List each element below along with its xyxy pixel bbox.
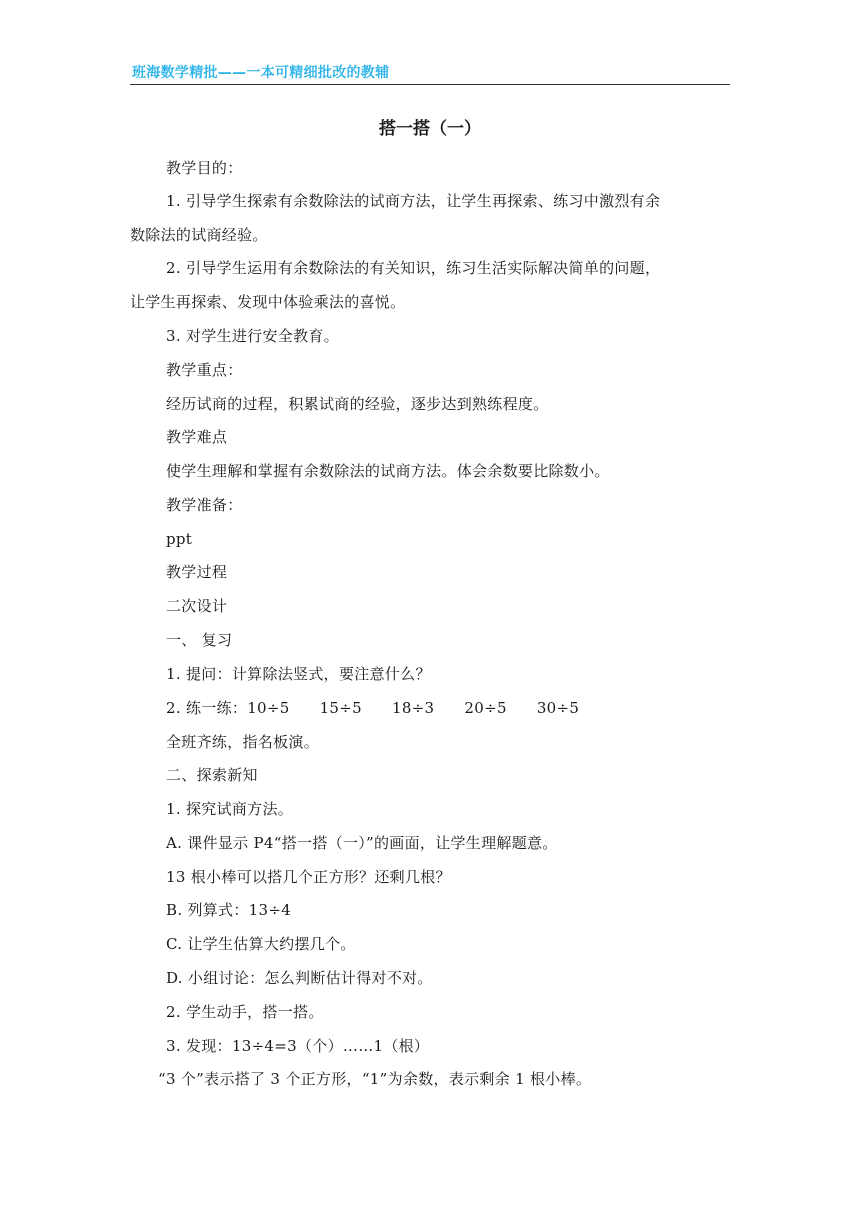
text-line: 教学准备： <box>166 496 243 514</box>
text-line: 3. 对学生进行安全教育。 <box>166 327 339 345</box>
text-line: 使学生理解和掌握有余数除法的试商方法。体会余数要比除数小。 <box>166 462 610 480</box>
page-title: 搭一搭（一） <box>379 119 481 139</box>
text-line: 2. 学生动手，搭一搭。 <box>166 1003 324 1021</box>
header-brand-text: 班海数学精批——一本可精细批改的教辅 <box>132 65 390 81</box>
text-line: 教学目的： <box>166 159 243 177</box>
text-line: “3 个”表示搭了 3 个正方形，“1”为余数，表示剩余 1 根小棒。 <box>158 1070 592 1088</box>
practice-label: 2. 练一练： <box>166 699 248 717</box>
practice-item: 18÷3 <box>392 699 435 717</box>
text-line: 数除法的试商经验。 <box>130 226 268 244</box>
text-line: 全班齐练，指名板演。 <box>166 733 320 751</box>
text-line: 1. 探究试商方法。 <box>166 800 294 818</box>
page-header <box>130 58 730 85</box>
text-line: 3. 发现：13÷4=3（个）……1（根） <box>166 1037 430 1055</box>
practice-item: 10÷5 <box>247 699 290 717</box>
text-line: D. 小组讨论：怎么判断估计得对不对。 <box>166 969 433 987</box>
text-line: 让学生再探索、发现中体验乘法的喜悦。 <box>130 293 406 311</box>
practice-line <box>166 698 579 718</box>
text-line: 二次设计 <box>166 597 228 615</box>
practice-item: 20÷5 <box>464 699 507 717</box>
text-line: 1. 提问：计算除法竖式，要注意什么？ <box>166 665 431 683</box>
text-line: 二、探索新知 <box>166 766 258 784</box>
text-line: ppt <box>166 530 193 548</box>
text-line: C. 让学生估算大约摆几个。 <box>166 935 356 953</box>
text-line: 一、 复习 <box>166 631 233 649</box>
text-line: B. 列算式：13÷4 <box>166 901 292 919</box>
text-line: 1. 引导学生探索有余数除法的试商方法，让学生再探索、练习中激烈有余 <box>166 192 661 210</box>
text-line: 教学难点 <box>166 428 228 446</box>
practice-item: 30÷5 <box>536 699 580 717</box>
text-line: A. 课件显示 P4“搭一搭（一）”的画面，让学生理解题意。 <box>166 834 558 852</box>
text-line: 13 根小棒可以搭几个正方形？还剩几根？ <box>166 868 451 886</box>
text-line: 教学过程 <box>166 563 228 581</box>
text-line: 经历试商的过程，积累试商的经验，逐步达到熟练程度。 <box>166 395 549 413</box>
text-line: 教学重点： <box>166 361 243 379</box>
text-line: 2. 引导学生运用有余数除法的有关知识，练习生活实际解决简单的问题， <box>166 259 661 277</box>
practice-item: 15÷5 <box>319 699 362 717</box>
